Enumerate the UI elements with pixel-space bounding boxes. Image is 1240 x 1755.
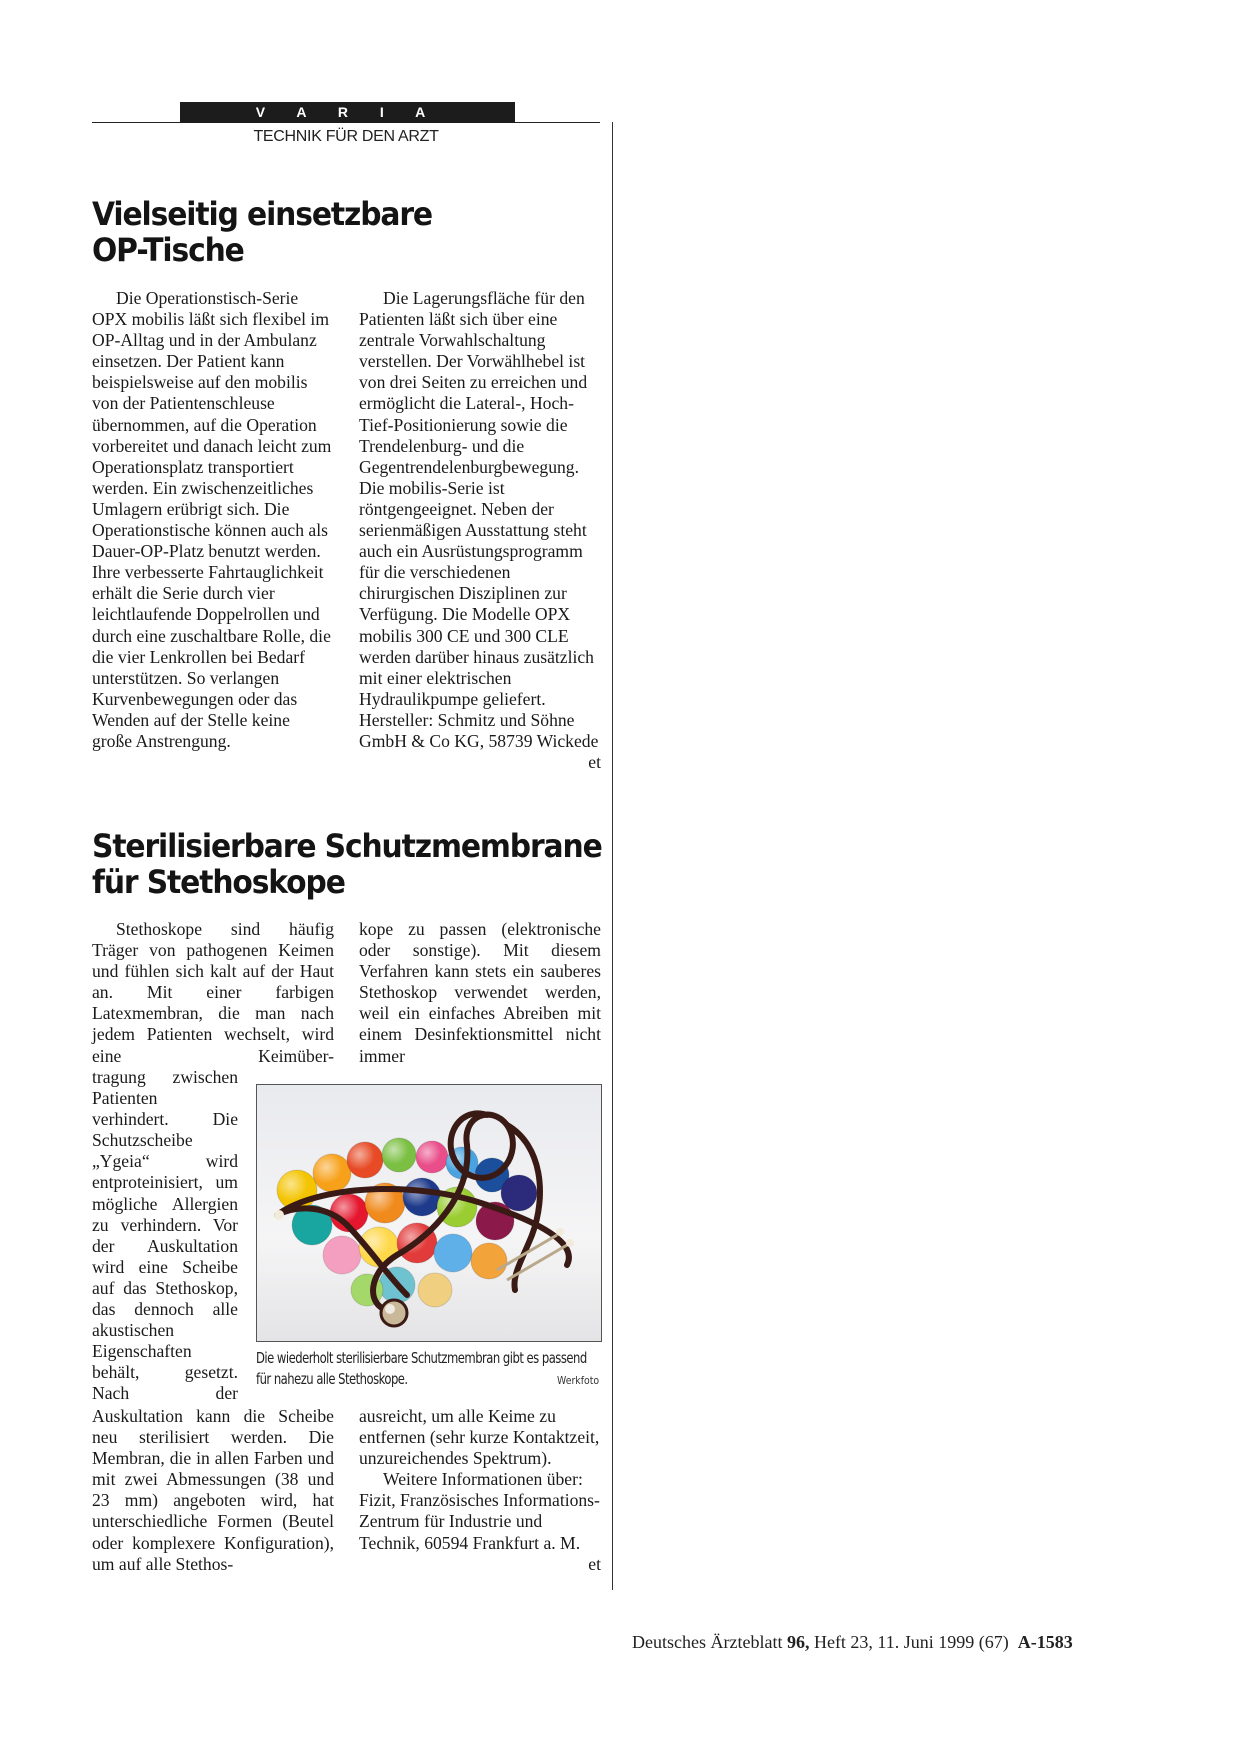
footer-volume: 96, xyxy=(786,1632,810,1652)
article1-column-right xyxy=(359,288,601,773)
article1-signature: et xyxy=(588,752,601,773)
article2-column-left-top xyxy=(92,919,334,1067)
article1-column-left xyxy=(92,288,334,752)
article2-paragraph-right-top: kope zu passen (elektronische oder sonstige). Mit diesem Verfahren kann stets ein sauberes Stethoskop verwendet werden, weil ein einfaches Abreiben mit einem Desinfektionsmittel nicht immer xyxy=(359,919,601,1066)
footer-journal: Deutsches Ärzteblatt xyxy=(632,1632,783,1652)
article1-paragraph-right-text: Die Lagerungsfläche für den Patienten läßt sich über eine zentrale Vorwahlschaltung verstellen. Der Vorwählhebel ist von drei Seiten zu erreichen und ermöglicht die Lateral-, Hoch-Tief-Positionierung sowie die Trendelenburg- und die Gegentrendelenburgbewegung. Die mobilis-Serie ist röntgengeeignet. Neben der serienmäßigen Ausstattung steht auch ein Ausrüstungsprogramm für die verschiedenen chirurgischen Disziplinen zur Verfügung. Die Modelle OPX mobilis 300 CE und 300 CLE werden darüber hinaus zusätzlich mit einer elektrischen Hydraulikpumpe geliefert. Hersteller: Schmitz und Söhne GmbH & Co KG, 58739 Wickede xyxy=(359,288,599,751)
stethoscope-photo xyxy=(256,1084,602,1342)
article2-paragraph-left-bottom: Auskultation kann die Scheibe neu sterilisiert werden. Die Membran, die in allen Farben und mit zwei Abmessungen (38 und 23 mm) angeboten wird, hat unterschiedliche Formen (Beutel oder komplexere Konfiguration), um auf alle Stethos- xyxy=(92,1406,334,1574)
footer-issue: Heft 23, 11. Juni 1999 (67) xyxy=(813,1632,1009,1652)
article2-column-left-narrow xyxy=(92,1067,238,1405)
article1-paragraph-right xyxy=(359,288,601,773)
article2-column-right-bottom xyxy=(359,1406,601,1575)
article2-headline xyxy=(92,828,613,900)
section-kicker: V A R I A xyxy=(180,102,515,123)
article2-headline-line2: für Stethoskope xyxy=(92,863,345,901)
article2-column-right-top xyxy=(359,919,601,1067)
article2-headline-line1: Sterilisierbare Schutzmembrane xyxy=(92,827,602,865)
article2-signature: et xyxy=(588,1553,601,1574)
photo-caption: Die wiederholt sterilisierbare Schutzmembran gibt es passend für nahezu alle Stethoskope. xyxy=(256,1349,587,1388)
article2-paragraph-right-bottom-2 xyxy=(359,1469,601,1574)
article2-paragraph-right-bottom-1: ausreicht, um alle Keime zu entfernen (sehr kurze Kontaktzeit, unzureichendes Spektrum). xyxy=(359,1406,600,1469)
section-label: TECHNIK FÜR DEN ARZT xyxy=(253,128,439,145)
article1-headline-line1: Vielseitig einsetzbare xyxy=(92,195,433,233)
article2-paragraph-right-bottom-2-text: Weitere Informationen über: Fizit, Französisches Informations-Zentrum für Industrie und Technik, 60594 Frankfurt a. M. xyxy=(359,1469,600,1553)
footer-page-number: A-1583 xyxy=(1017,1632,1073,1652)
article2-column-left-bottom xyxy=(92,1406,334,1575)
article1-headline xyxy=(92,196,613,268)
article1-headline-line2: OP-Tische xyxy=(92,231,244,269)
article2-paragraph-left-narrow: tragung zwischen Patienten verhindert. Die Schutzscheibe „Ygeia“ wird entproteinisiert, um mögliche Allergien zu verhindern. Vor der Auskultation wird eine Scheibe auf das Stethoskop, das dennoch alle akustischen Eigenschaften behält, gesetzt. Nach der xyxy=(92,1067,238,1404)
page-footer xyxy=(632,1632,1073,1653)
photo-credit: Werkfoto xyxy=(557,1374,600,1387)
article2-paragraph-left-top: Stethoskope sind häufig Träger von pathogenen Keimen und fühlen sich kalt auf der Haut an. Mit einer farbigen Latexmembran, die man nach jedem Patienten wechselt, wird eine Keimüber- xyxy=(92,919,334,1066)
article1-paragraph-left: Die Operationstisch-Serie OPX mobilis läßt sich flexibel im OP-Alltag und in der Ambulanz einsetzen. Der Patient kann beispielsweise auf den mobilis von der Patientenschleuse übernommen, auf die Operation vorbereitet und danach leicht zum Operationsplatz transportiert werden. Ein zwischenzeitliches Umlagern erübrigt sich. Die Operationstische können auch als Dauer-OP-Platz benutzt werden. Ihre verbesserte Fahrtauglichkeit erhält die Serie durch vier leichtlaufende Doppelrollen und durch eine zuschaltbare Rolle, die die vier Lenkrollen bei Bedarf unterstützen. So verlangen Kurvenbewegungen oder das Wenden auf der Stelle keine große Anstrengung. xyxy=(92,288,332,751)
stethoscope-chestpiece xyxy=(381,1300,407,1326)
